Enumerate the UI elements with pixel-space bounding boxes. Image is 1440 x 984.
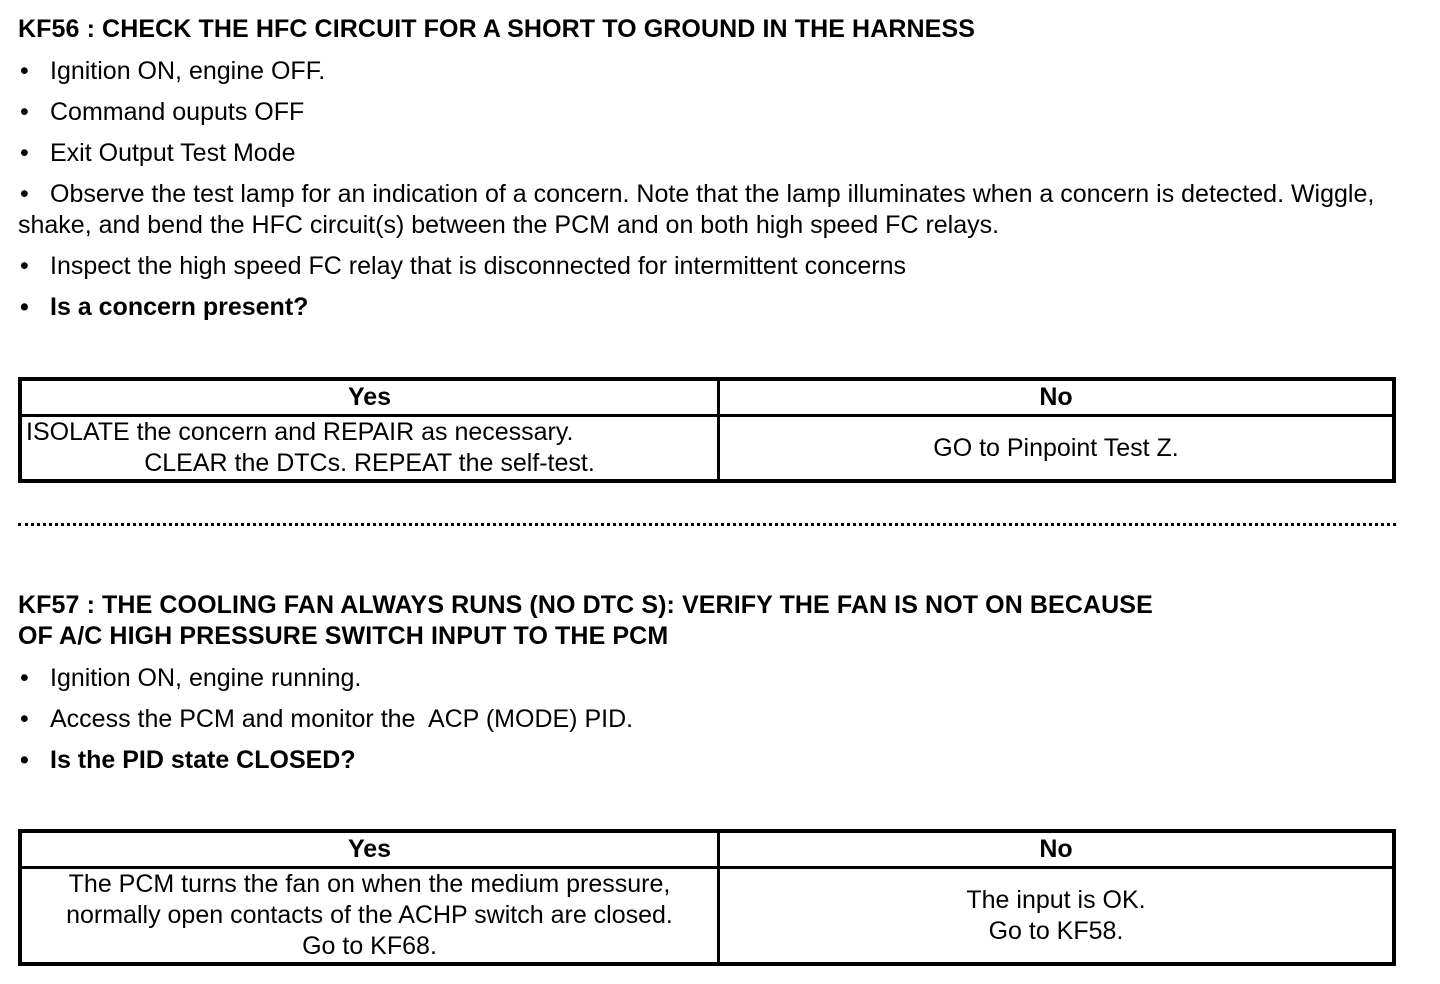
- kf56-question: [18, 292, 1396, 323]
- yes-cell-line-3: Go to KF68.: [302, 932, 437, 960]
- kf56-step-4: [18, 179, 1396, 241]
- kf57-result-table: [18, 829, 1396, 966]
- bullet-icon: •: [20, 252, 29, 280]
- no-header: No: [719, 831, 1395, 868]
- yes-cell: [20, 416, 719, 482]
- kf56-step-1: [18, 56, 1396, 87]
- table-row: [20, 868, 1394, 965]
- kf57-heading: [18, 590, 1396, 652]
- kf56-steps: [18, 56, 1396, 323]
- yes-header: Yes: [20, 379, 719, 416]
- kf57-question-text: Is the PID state CLOSED?: [50, 746, 356, 774]
- bullet-icon: •: [20, 57, 29, 85]
- kf56-result-table: [18, 377, 1396, 483]
- kf57-step-2: [18, 704, 1396, 735]
- bullet-icon: •: [20, 293, 29, 321]
- yes-cell-line-1: The PCM turns the fan on when the medium pressure,: [68, 870, 671, 898]
- kf56-step-4-text: Observe the test lamp for an indication of a concern. Note that the lamp illuminates when a concern is detected. Wiggle, shake, and bend the HFC circuit(s) between the PCM and on both high speed FC relays.: [18, 180, 1375, 239]
- kf56-step-2: [18, 97, 1396, 128]
- no-cell-line-2: Go to KF58.: [988, 916, 1124, 945]
- yes-cell-line-2: normally open contacts of the ACHP switch are closed.: [66, 901, 673, 929]
- kf57-heading-line-1: KF57 : THE COOLING FAN ALWAYS RUNS (NO DTC S): VERIFY THE FAN IS NOT ON BECAUSE: [18, 591, 1153, 619]
- kf57-step-1-text: Ignition ON, engine running.: [50, 664, 362, 692]
- kf56-question-text: Is a concern present?: [50, 293, 309, 321]
- kf56-heading: KF56 : CHECK THE HFC CIRCUIT FOR A SHORT TO GROUND IN THE HARNESS: [18, 15, 975, 43]
- yes-cell-line-1: ISOLATE the concern and REPAIR as necessary.: [26, 418, 574, 446]
- kf56-step-3: [18, 138, 1396, 169]
- no-cell: GO to Pinpoint Test Z.: [719, 416, 1395, 482]
- yes-cell: [20, 868, 719, 965]
- kf56-step-2-text: Command ouputs OFF: [50, 98, 305, 126]
- no-header: No: [719, 379, 1395, 416]
- kf57-heading-line-2: OF A/C HIGH PRESSURE SWITCH INPUT TO THE PCM: [18, 622, 669, 650]
- yes-cell-line-2: CLEAR the DTCs. REPEAT the self-test.: [144, 449, 595, 477]
- kf56-step-3-text: Exit Output Test Mode: [50, 139, 296, 167]
- table-header-row: [20, 379, 1394, 416]
- section-divider: [18, 523, 1396, 526]
- kf57-step-2-text: Access the PCM and monitor the ACP (MODE) PID.: [50, 705, 634, 733]
- yes-header: Yes: [20, 831, 719, 868]
- kf56-step-1-text: Ignition ON, engine OFF.: [50, 57, 326, 85]
- kf57-question: [18, 745, 1396, 776]
- bullet-icon: •: [20, 98, 29, 126]
- kf57-step-1: [18, 663, 1396, 694]
- kf57-section: [18, 590, 1396, 786]
- table-row: [20, 416, 1394, 482]
- kf56-section: [18, 14, 1396, 333]
- kf57-steps: [18, 663, 1396, 776]
- kf56-step-5: [18, 251, 1396, 282]
- bullet-icon: •: [20, 664, 29, 692]
- bullet-icon: •: [20, 705, 29, 733]
- bullet-icon: •: [20, 139, 29, 167]
- bullet-icon: •: [20, 180, 29, 208]
- table-header-row: [20, 831, 1394, 868]
- no-cell-line-1: The input is OK.: [966, 885, 1146, 914]
- no-cell: [719, 868, 1395, 965]
- kf56-step-5-text: Inspect the high speed FC relay that is disconnected for intermittent concerns: [50, 252, 907, 280]
- bullet-icon: •: [20, 746, 29, 774]
